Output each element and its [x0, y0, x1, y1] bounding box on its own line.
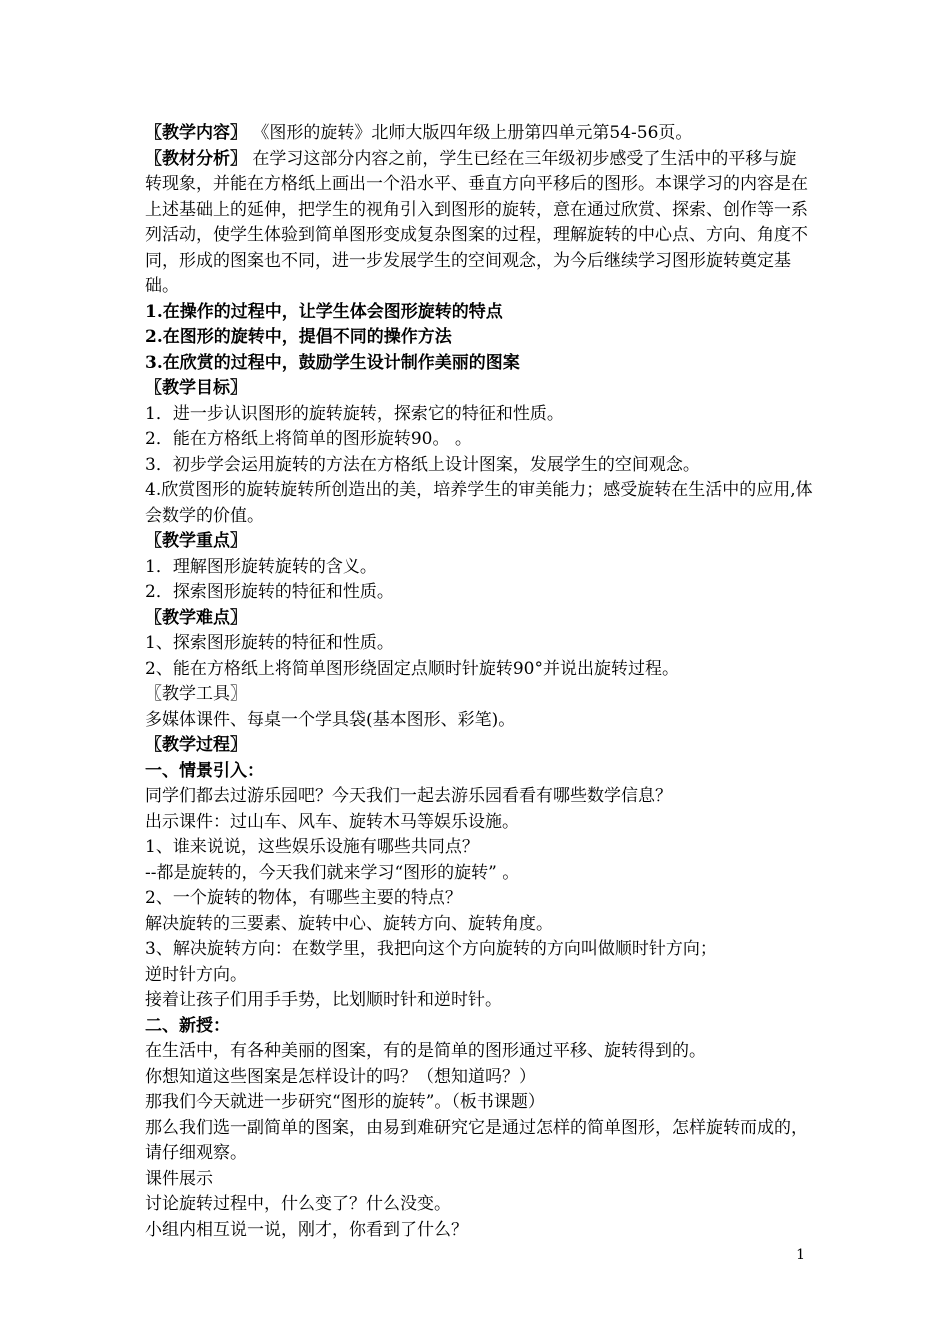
section2-line: 那么我们选一副简单的图案，由易到难研究它是通过怎样的简单图形，怎样旋转而成的，请仔细观察。: [145, 1117, 808, 1163]
section1-line: 解决旋转的三要素、旋转中心、旋转方向、旋转角度。: [145, 913, 553, 934]
material-analysis-text: 在学习这部分内容之前，学生已经在三年级初步感受了生活中的平移与旋转现象，并能在方格纸上画出一个沿水平、垂直方向平移后的图形。本课学习的内容是在上述基础上的延伸，把学生的视角引入到图形的旋转，意在通过欣赏、探索、创作等一系列活动，使学生体验到简单图形变成复杂图案的过程，理解旋转的中心点、方向、角度不同，形成的图案也不同，进一步发展学生的空间观念，为今后继续学习图形旋转奠定基础。: [145, 148, 808, 296]
section1-line: 3、解决旋转方向：在数学里，我把向这个方向旋转的方向叫做顺时针方向；: [145, 939, 717, 959]
analysis-point: 1.在操作的过程中，让学生体会图形旋转的特点: [145, 301, 503, 322]
section2-line: 讨论旋转过程中，什么变了？什么没变。: [145, 1194, 451, 1214]
objective-item: 1．进一步认识图形的旋转旋转，探索它的特征和性质。: [145, 403, 564, 424]
section1-line: 接着让孩子们用手手势，比划顺时针和逆时针。: [145, 990, 502, 1010]
objective-item: 3．初步学会运用旋转的方法在方格纸上设计图案，发展学生的空间观念。: [145, 454, 700, 475]
section1-line: 逆时针方向。: [145, 964, 247, 985]
section2-heading: 二、新授：: [145, 1015, 230, 1036]
section1-line: 2、一个旋转的物体，有哪些主要的特点？: [145, 888, 462, 908]
difficulty-item: 1、探索图形旋转的特征和性质。: [145, 633, 394, 653]
page-number: 1: [796, 1247, 805, 1263]
document-body: [145, 121, 813, 1243]
material-analysis-heading: 〖教材分析〗: [145, 148, 247, 169]
tools-text: 多媒体课件、每桌一个学具袋(基本图形、彩笔)。: [145, 709, 516, 730]
section1-line: 1、谁来说说，这些娱乐设施有哪些共同点？: [145, 837, 479, 857]
analysis-point: 3.在欣赏的过程中，鼓励学生设计制作美丽的图案: [145, 352, 520, 373]
key-point-item: 1．理解图形旋转旋转的含义。: [145, 556, 377, 577]
section2-line: 那我们今天就进一步研究“图形的旋转”。（板书课题）: [145, 1092, 545, 1112]
teaching-content-heading: 〖教学内容〗: [145, 123, 247, 143]
objective-item: 4.欣赏图形的旋转旋转所创造出的美，培养学生的审美能力；感受旋转在生活中的应用,体会数学的价值。: [145, 480, 813, 526]
tools-heading: 〖教学工具〗: [145, 684, 247, 704]
section2-line: 小组内相互说一说，刚才，你看到了什么？: [145, 1219, 468, 1240]
key-point-item: 2．探索图形旋转的特征和性质。: [145, 582, 394, 602]
material-analysis-paragraph: [145, 147, 813, 300]
analysis-point: 2.在图形的旋转中，提倡不同的操作方法: [145, 327, 452, 347]
teaching-content-text: 《图形的旋转》北师大版四年级上册第四单元第54-56页。: [252, 123, 693, 143]
difficulty-item: 2、能在方格纸上将简单图形绕固定点顺时针旋转90°并说出旋转过程。: [145, 658, 679, 679]
section1-line: 同学们都去过游乐园吧？今天我们一起去游乐园看看有哪些数学信息？: [145, 786, 672, 806]
section1-line: 出示课件：过山车、风车、旋转木马等娱乐设施。: [145, 811, 519, 832]
section1-heading: 一、情景引入：: [145, 760, 264, 781]
process-heading: 〖教学过程〗: [145, 735, 247, 755]
teaching-content-line: [145, 121, 813, 147]
key-points-heading: 〖教学重点〗: [145, 531, 247, 551]
section2-line: 在生活中，有各种美丽的图案，有的是简单的图形通过平移、旋转得到的。: [145, 1041, 706, 1061]
objective-item: 2．能在方格纸上将简单的图形旋转90。 。: [145, 429, 472, 449]
section1-line: --都是旋转的，今天我们就来学习“图形的旋转” 。: [145, 862, 520, 883]
section2-line: 课件展示: [145, 1168, 213, 1189]
difficulties-heading: 〖教学难点〗: [145, 607, 247, 628]
objectives-heading: 〖教学目标〗: [145, 378, 247, 398]
section2-line: 你想知道这些图案是怎样设计的吗？（想知道吗？）: [145, 1066, 536, 1087]
